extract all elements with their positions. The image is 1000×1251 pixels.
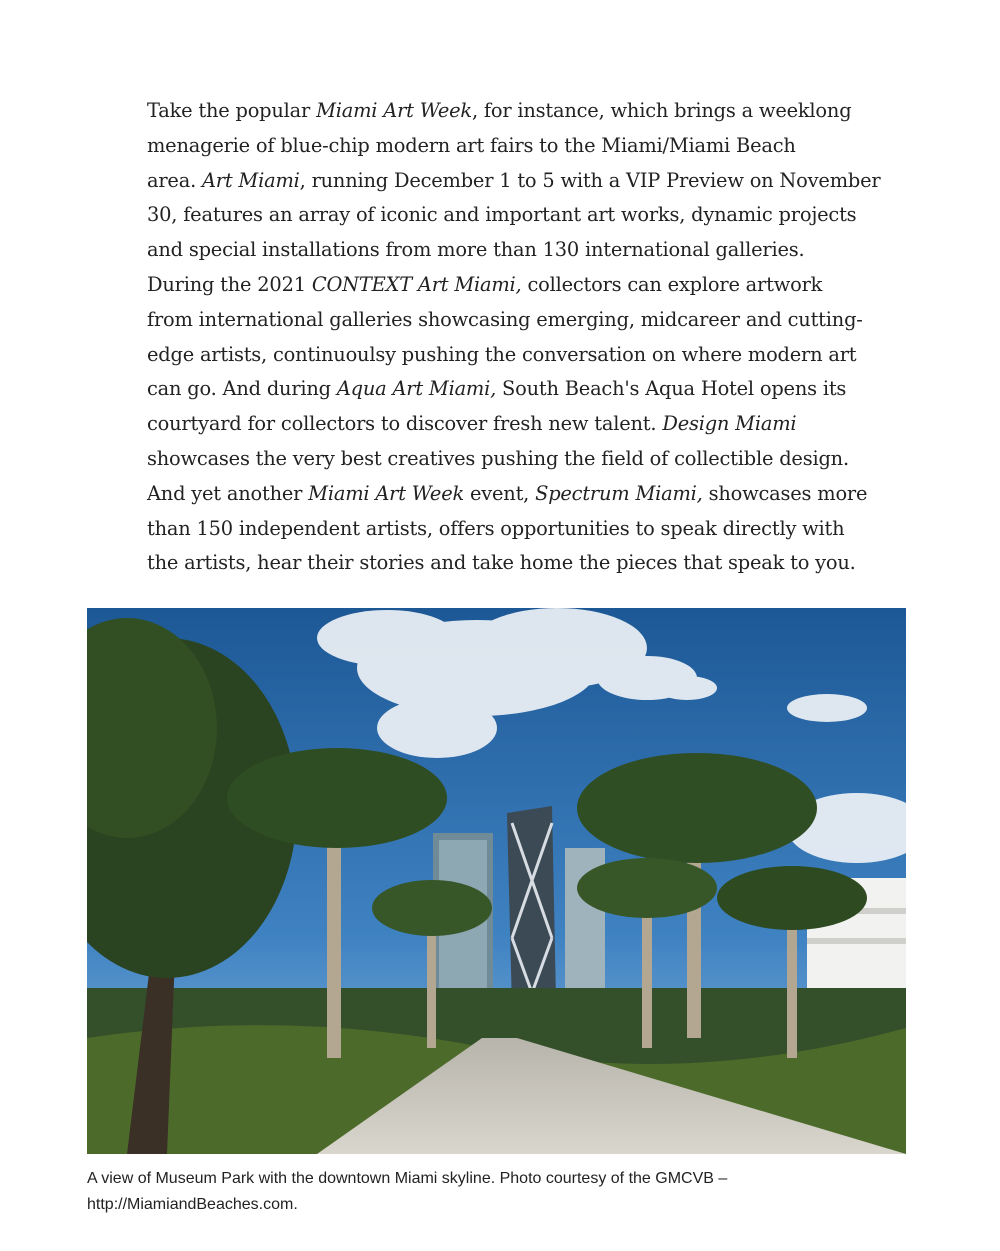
article-line [147, 268, 857, 303]
text-run: During the 2021 [147, 272, 312, 296]
text-run: area. [147, 168, 202, 192]
text-run: from international galleries showcasing emerging, midcareer and cutting- [147, 307, 863, 331]
photo-illustration [87, 608, 906, 1154]
article-line [147, 477, 868, 512]
text-run: South Beach's Aqua Hotel opens its [496, 377, 847, 401]
article-line [147, 546, 857, 581]
text-run: Take the popular [147, 99, 317, 122]
article-line [147, 372, 857, 407]
text-run: and special installations from more than 130 international galleries. [147, 238, 805, 262]
text-run: showcases more [702, 481, 868, 505]
text-run: can go. And during [147, 377, 337, 401]
text-run: collectors can explore artwork [521, 272, 823, 296]
text-run: , for instance, which brings a weeklong [471, 99, 852, 122]
text-run: And yet another [147, 481, 309, 505]
text-run: showcases the very best creatives pushing the field of collectible design. [147, 446, 849, 470]
text-run: 30, features an array of iconic and important art works, dynamic projects [147, 203, 857, 227]
caption-link[interactable]: http://MiamiandBeaches.com. [87, 1196, 298, 1213]
italic-title: Spectrum Miami, [535, 481, 703, 505]
article-line [147, 303, 863, 338]
text-run: the artists, hear their stories and take home the pieces that speak to you. [147, 551, 856, 575]
text-run: than 150 independent artists, offers opportunities to speak directly with [147, 516, 845, 540]
text-run: event, [464, 481, 536, 505]
italic-title: Aqua Art Miami, [336, 377, 497, 401]
article-line [147, 442, 857, 477]
museum-park-photo [87, 608, 906, 1154]
article-line [147, 129, 857, 164]
article-line [147, 338, 857, 373]
article-line [147, 94, 857, 129]
italic-title: Art Miami [202, 168, 300, 192]
italic-title: Miami Art Week [316, 99, 472, 122]
caption-line: A view of Museum Park with the downtown Miami skyline. Photo courtesy of the GMCVB – [87, 1170, 728, 1187]
article-line [147, 164, 881, 199]
text-run: courtyard for collectors to discover fresh new talent. [147, 412, 663, 436]
article-line [147, 233, 857, 268]
article-line [147, 198, 857, 233]
text-run: menagerie of blue-chip modern art fairs to the Miami/Miami Beach [147, 133, 796, 157]
text-run: , running December 1 to 5 with a VIP Preview on November [299, 168, 881, 192]
photo-caption [87, 1166, 906, 1218]
text-run: edge artists, continuoulsy pushing the conversation on where modern art [147, 342, 857, 366]
italic-title: CONTEXT Art Miami, [311, 272, 522, 296]
italic-title: Design Miami [662, 412, 797, 436]
article-body [147, 94, 881, 581]
article-line [147, 512, 857, 547]
italic-title: Miami Art Week [308, 481, 465, 505]
article-line [147, 407, 857, 442]
